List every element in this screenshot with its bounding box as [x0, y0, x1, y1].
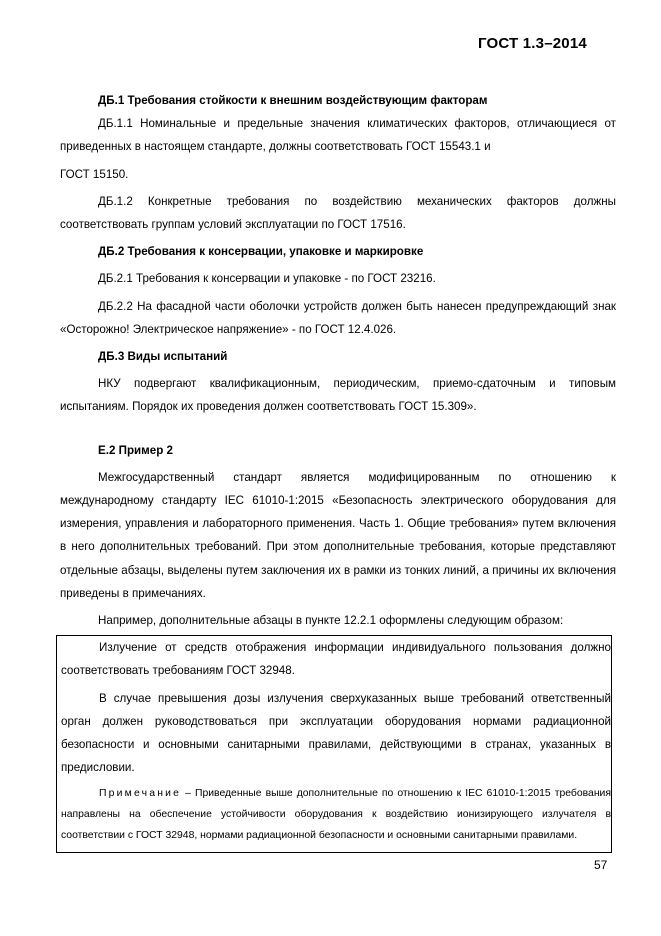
document-id-header: ГОСТ 1.3–2014: [478, 35, 587, 52]
frame-note: [61, 783, 611, 846]
section-e2-paragraph-2: Например, дополнительные абзацы в пункте 12.2.1 оформлены следующим образом:: [98, 614, 564, 628]
frame-paragraph-2: В случае превышения дозы излучения сверхуказанных выше требований ответственный орган должен руководствоваться при эксплуатации оборудования нормами радиационной безопасности и основными санитарными правилами, действующими в странах, указанных в предисловии.: [61, 691, 611, 775]
section-db1-paragraph-1-continuation: ГОСТ 15150.: [60, 167, 129, 181]
section-db3-heading: ДБ.3 Виды испытаний: [98, 350, 228, 364]
section-e2-heading: Е.2 Пример 2: [98, 443, 173, 457]
section-db1-heading: ДБ.1 Требования стойкости к внешним воздействующим факторам: [98, 94, 488, 107]
document-body: [60, 89, 616, 853]
frame-paragraph-1: Излучение от средств отображения информации индивидуального пользования должно соответствовать требованиям ГОСТ 32948.: [61, 641, 611, 678]
section-db3-paragraph-1: НКУ подвергают квалификационным, периодическим, приемо-сдаточным и типовым испытаниям. Порядок их проведения должен соответствовать ГОСТ 15.309».: [60, 377, 616, 414]
page-number: 57: [594, 858, 608, 872]
section-db2-paragraph-1: ДБ.2.1 Требования к консервации и упаковке - по ГОСТ 23216.: [98, 272, 436, 286]
section-e2-paragraph-1: Межгосударственный стандарт является модифицированным по отношению к международному стандарту IEC 61010-1:2015 «Безопасность электрического оборудования для измерения, управления и лабораторного применения. Часть 1. Общие требования» путем включения в него дополнительных требований. При этом дополнительные требования, которые представляют отдельные абзацы, выделены путем заключения их в рамки из тонких линий, а причины их включения приведены в примечаниях.: [60, 470, 616, 600]
additional-requirements-frame: [56, 635, 612, 853]
section-db2-paragraph-2: ДБ.2.2 На фасадной части оболочки устройств должен быть нанесен предупреждающий знак «Осторожно! Электрическое напряжение» - по ГОСТ 12.4.026.: [60, 299, 616, 336]
section-db1-paragraph-1: ДБ.1.1 Номинальные и предельные значения климатических факторов, отличающиеся от приведенных в настоящем стандарте, должны соответствовать ГОСТ 15543.1 и: [60, 117, 616, 154]
section-db1-paragraph-2: ДБ.1.2 Конкретные требования по воздействию механических факторов должны соответствовать группам условий эксплуатации по ГОСТ 17516.: [60, 194, 616, 232]
note-label: Примечание: [99, 788, 182, 800]
note-text: – Приведенные выше дополнительные по отношению к IEC 61010-1:2015 требования направлены на обеспечение устойчивости оборудования к воздействию ионизирующего излучателя в соответствии с ГОСТ 32948, нормами радиационной безопасности и основными санитарными правилами.: [61, 788, 611, 842]
section-db2-heading: ДБ.2 Требования к консервации, упаковке и маркировке: [98, 245, 424, 259]
